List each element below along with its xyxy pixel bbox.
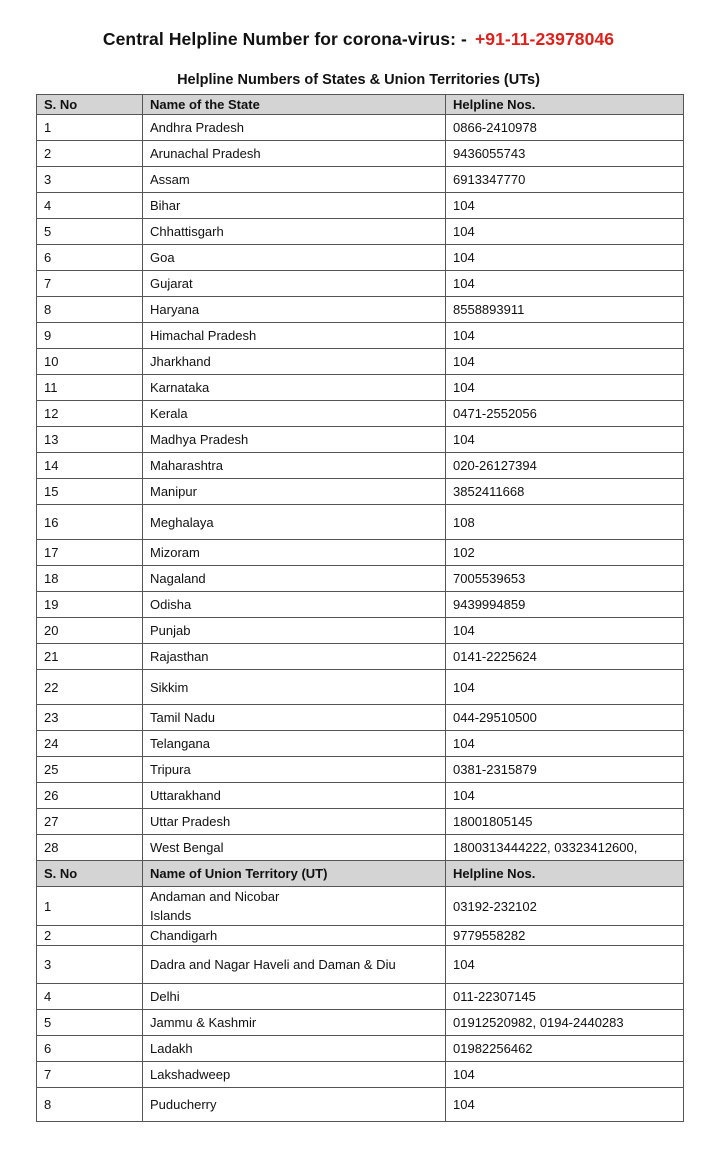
sno-cell: 17 xyxy=(37,540,143,566)
sno-cell: 19 xyxy=(37,592,143,618)
sno-cell: 18 xyxy=(37,566,143,592)
sno-cell: 8 xyxy=(37,1088,143,1122)
table-row xyxy=(37,245,684,271)
central-helpline-number: +91-11-23978046 xyxy=(474,29,615,49)
table-row xyxy=(37,566,684,592)
helpline-cell: 108 xyxy=(446,505,684,540)
helpline-cell: 9779558282 xyxy=(446,926,684,946)
table-row xyxy=(37,479,684,505)
helpline-cell: 0866-2410978 xyxy=(446,115,684,141)
sno-cell: 7 xyxy=(37,1062,143,1088)
table-row xyxy=(37,809,684,835)
helpline-cell: 102 xyxy=(446,540,684,566)
name-cell: Tamil Nadu xyxy=(143,705,446,731)
sno-cell: 1 xyxy=(37,887,143,926)
helpline-cell: 01912520982, 0194-2440283 xyxy=(446,1010,684,1036)
name-cell: Manipur xyxy=(143,479,446,505)
name-cell: Punjab xyxy=(143,618,446,644)
name-cell: Dadra and Nagar Haveli and Daman & Diu xyxy=(143,946,446,984)
name-cell: Lakshadweep xyxy=(143,1062,446,1088)
name-cell: Haryana xyxy=(143,297,446,323)
sno-cell: 10 xyxy=(37,349,143,375)
column-header: Helpline Nos. xyxy=(446,861,684,887)
name-cell: Jammu & Kashmir xyxy=(143,1010,446,1036)
table-row xyxy=(37,1062,684,1088)
name-cell: Tripura xyxy=(143,757,446,783)
sno-cell: 15 xyxy=(37,479,143,505)
column-header: Name of the State xyxy=(143,95,446,115)
name-cell: Telangana xyxy=(143,731,446,757)
table-row xyxy=(37,323,684,349)
table-row xyxy=(37,271,684,297)
helpline-cell: 104 xyxy=(446,783,684,809)
sno-cell: 1 xyxy=(37,115,143,141)
helpline-cell: 104 xyxy=(446,349,684,375)
name-cell: Andaman and Nicobar Islands xyxy=(143,887,446,926)
sno-cell: 25 xyxy=(37,757,143,783)
helpline-cell: 0471-2552056 xyxy=(446,401,684,427)
sno-cell: 11 xyxy=(37,375,143,401)
table-row xyxy=(37,946,684,984)
sno-cell: 2 xyxy=(37,141,143,167)
table-row xyxy=(37,731,684,757)
name-cell: Odisha xyxy=(143,592,446,618)
name-cell: Gujarat xyxy=(143,271,446,297)
sno-cell: 9 xyxy=(37,323,143,349)
table-row xyxy=(37,835,684,861)
helpline-cell: 0141-2225624 xyxy=(446,644,684,670)
name-cell: Jharkhand xyxy=(143,349,446,375)
table-row xyxy=(37,887,684,926)
name-cell: Puducherry xyxy=(143,1088,446,1122)
sno-cell: 21 xyxy=(37,644,143,670)
table-subtitle: Helpline Numbers of States & Union Territories (UTs) xyxy=(177,72,540,88)
sno-cell: 14 xyxy=(37,453,143,479)
table-row xyxy=(37,1088,684,1122)
helpline-cell: 8558893911 xyxy=(446,297,684,323)
name-cell: Bihar xyxy=(143,193,446,219)
table-row xyxy=(37,193,684,219)
helpline-cell: 18001805145 xyxy=(446,809,684,835)
table-row xyxy=(37,505,684,540)
name-cell: Karnataka xyxy=(143,375,446,401)
sno-cell: 28 xyxy=(37,835,143,861)
name-cell: Assam xyxy=(143,167,446,193)
name-cell: Chandigarh xyxy=(143,926,446,946)
table-row xyxy=(37,926,684,946)
table-row xyxy=(37,644,684,670)
column-header: S. No xyxy=(37,95,143,115)
sno-cell: 20 xyxy=(37,618,143,644)
table-row xyxy=(37,1010,684,1036)
name-cell: Andhra Pradesh xyxy=(143,115,446,141)
name-cell: Arunachal Pradesh xyxy=(143,141,446,167)
helpline-cell: 104 xyxy=(446,219,684,245)
table-row xyxy=(37,540,684,566)
helpline-cell: 6913347770 xyxy=(446,167,684,193)
name-cell: West Bengal xyxy=(143,835,446,861)
table-row xyxy=(37,984,684,1010)
name-cell: Delhi xyxy=(143,984,446,1010)
sno-cell: 5 xyxy=(37,219,143,245)
sno-cell: 27 xyxy=(37,809,143,835)
sno-cell: 8 xyxy=(37,297,143,323)
table-row xyxy=(37,783,684,809)
helpline-cell: 0381-2315879 xyxy=(446,757,684,783)
sno-cell: 4 xyxy=(37,193,143,219)
ut-header-row xyxy=(37,861,684,887)
table-row xyxy=(37,297,684,323)
name-cell: Ladakh xyxy=(143,1036,446,1062)
sno-cell: 23 xyxy=(37,705,143,731)
table-row xyxy=(37,670,684,705)
name-cell: Kerala xyxy=(143,401,446,427)
table-row xyxy=(37,401,684,427)
table-row xyxy=(37,592,684,618)
sno-cell: 24 xyxy=(37,731,143,757)
sno-cell: 2 xyxy=(37,926,143,946)
sno-cell: 22 xyxy=(37,670,143,705)
sno-cell: 7 xyxy=(37,271,143,297)
page-title xyxy=(0,29,717,50)
name-cell: Sikkim xyxy=(143,670,446,705)
table-row xyxy=(37,167,684,193)
helpline-table-body xyxy=(37,95,684,1122)
helpline-cell: 011-22307145 xyxy=(446,984,684,1010)
helpline-cell: 3852411668 xyxy=(446,479,684,505)
helpline-cell: 104 xyxy=(446,731,684,757)
sno-cell: 16 xyxy=(37,505,143,540)
table-row xyxy=(37,618,684,644)
name-cell: Maharashtra xyxy=(143,453,446,479)
sno-cell: 26 xyxy=(37,783,143,809)
table-row xyxy=(37,705,684,731)
title-text: Central Helpline Number for corona-virus: - xyxy=(102,29,467,49)
name-cell: Mizoram xyxy=(143,540,446,566)
table-row xyxy=(37,757,684,783)
sno-cell: 6 xyxy=(37,1036,143,1062)
table-row xyxy=(37,453,684,479)
table-row xyxy=(37,1036,684,1062)
helpline-cell: 104 xyxy=(446,1062,684,1088)
table-row xyxy=(37,141,684,167)
helpline-cell: 104 xyxy=(446,271,684,297)
helpline-cell: 104 xyxy=(446,375,684,401)
name-cell: Himachal Pradesh xyxy=(143,323,446,349)
helpline-cell: 104 xyxy=(446,427,684,453)
sno-cell: 5 xyxy=(37,1010,143,1036)
name-cell: Nagaland xyxy=(143,566,446,592)
helpline-cell: 104 xyxy=(446,618,684,644)
sno-cell: 4 xyxy=(37,984,143,1010)
name-cell: Meghalaya xyxy=(143,505,446,540)
table-row xyxy=(37,219,684,245)
name-cell: Rajasthan xyxy=(143,644,446,670)
table-row xyxy=(37,349,684,375)
helpline-cell: 104 xyxy=(446,193,684,219)
helpline-cell: 104 xyxy=(446,323,684,349)
name-cell: Chhattisgarh xyxy=(143,219,446,245)
name-cell: Uttarakhand xyxy=(143,783,446,809)
helpline-cell: 104 xyxy=(446,670,684,705)
name-cell: Goa xyxy=(143,245,446,271)
name-cell: Uttar Pradesh xyxy=(143,809,446,835)
name-cell: Madhya Pradesh xyxy=(143,427,446,453)
helpline-cell: 104 xyxy=(446,1088,684,1122)
helpline-cell: 9439994859 xyxy=(446,592,684,618)
table-row xyxy=(37,375,684,401)
column-header: Helpline Nos. xyxy=(446,95,684,115)
helpline-cell: 9436055743 xyxy=(446,141,684,167)
sno-cell: 3 xyxy=(37,946,143,984)
sno-cell: 6 xyxy=(37,245,143,271)
helpline-cell: 01982256462 xyxy=(446,1036,684,1062)
helpline-cell: 020-26127394 xyxy=(446,453,684,479)
helpline-cell: 7005539653 xyxy=(446,566,684,592)
helpline-cell: 104 xyxy=(446,946,684,984)
helpline-cell: 03192-232102 xyxy=(446,887,684,926)
sno-cell: 3 xyxy=(37,167,143,193)
helpline-cell: 104 xyxy=(446,245,684,271)
helpline-table xyxy=(36,94,684,1122)
helpline-cell: 044-29510500 xyxy=(446,705,684,731)
column-header: S. No xyxy=(37,861,143,887)
column-header: Name of Union Territory (UT) xyxy=(143,861,446,887)
sno-cell: 12 xyxy=(37,401,143,427)
sno-cell: 13 xyxy=(37,427,143,453)
table-row xyxy=(37,427,684,453)
table-row xyxy=(37,115,684,141)
helpline-cell: 1800313444222, 03323412600, xyxy=(446,835,684,861)
states-header-row xyxy=(37,95,684,115)
